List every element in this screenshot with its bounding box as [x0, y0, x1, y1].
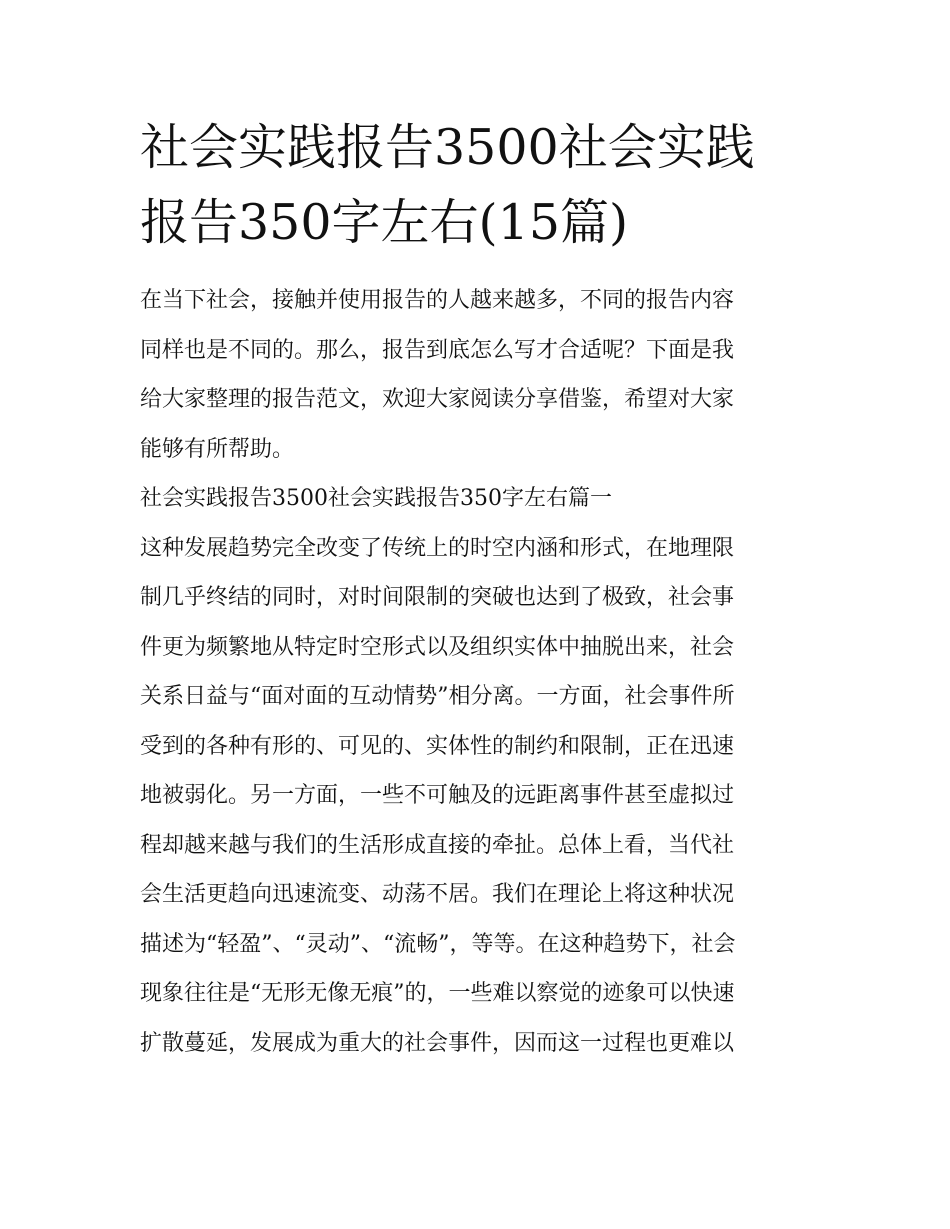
intro-line: 在当下社会，接触并使用报告的人越来越多，不同的报告内容: [140, 288, 735, 313]
paragraph-line: 扩散蔓延，发展成为重大的社会事件，因而这一过程也更难以: [140, 1030, 735, 1056]
paragraph-line: 制几乎终结的同时，对时间限制的突破也达到了极致，社会事: [140, 585, 735, 610]
document-title: [140, 110, 820, 260]
intro-line: 给大家整理的报告范文，欢迎大家阅读分享借鉴，希望对大家: [140, 387, 735, 412]
paragraph-line: 描述为“轻盈”、“灵动”、“流畅”，等等。在这种趋势下，社会: [140, 931, 736, 957]
section-heading: 社会实践报告3500社会实践报告350字左右篇一: [140, 486, 612, 511]
intro-line: 同样也是不同的。那么，报告到底怎么写才合适呢？下面是我: [140, 337, 735, 363]
document-body: [140, 276, 820, 1068]
paragraph-line: 地被弱化。另一方面，一些不可触及的远距离事件甚至虚拟过: [140, 783, 735, 808]
paragraph-line: 这种发展趋势完全改变了传统上的时空内涵和形式，在地理限: [140, 535, 735, 561]
paragraph-line: 受到的各种有形的、可见的、实体性的制约和限制，正在迅速: [140, 733, 735, 759]
paragraph-line: 件更为频繁地从特定时空形式以及组织实体中抽脱出来，社会: [140, 634, 735, 660]
paragraph-line: 程却越来越与我们的生活形成直接的牵扯。总体上看，当代社: [140, 832, 735, 858]
paragraph-line: 现象往往是“无形无像无痕”的，一些难以察觉的迹象可以快速: [140, 981, 735, 1006]
title-line: 社会实践报告3500社会实践: [140, 119, 755, 176]
intro-line: 能够有所帮助。: [140, 436, 295, 462]
title-line: 报告350字左右(15篇): [140, 194, 629, 251]
paragraph-line: 会生活更趋向迅速流变、动荡不居。我们在理论上将这种状况: [140, 882, 735, 907]
paragraph-line: 关系日益与“面对面的互动情势”相分离。一方面，社会事件所: [140, 684, 735, 709]
